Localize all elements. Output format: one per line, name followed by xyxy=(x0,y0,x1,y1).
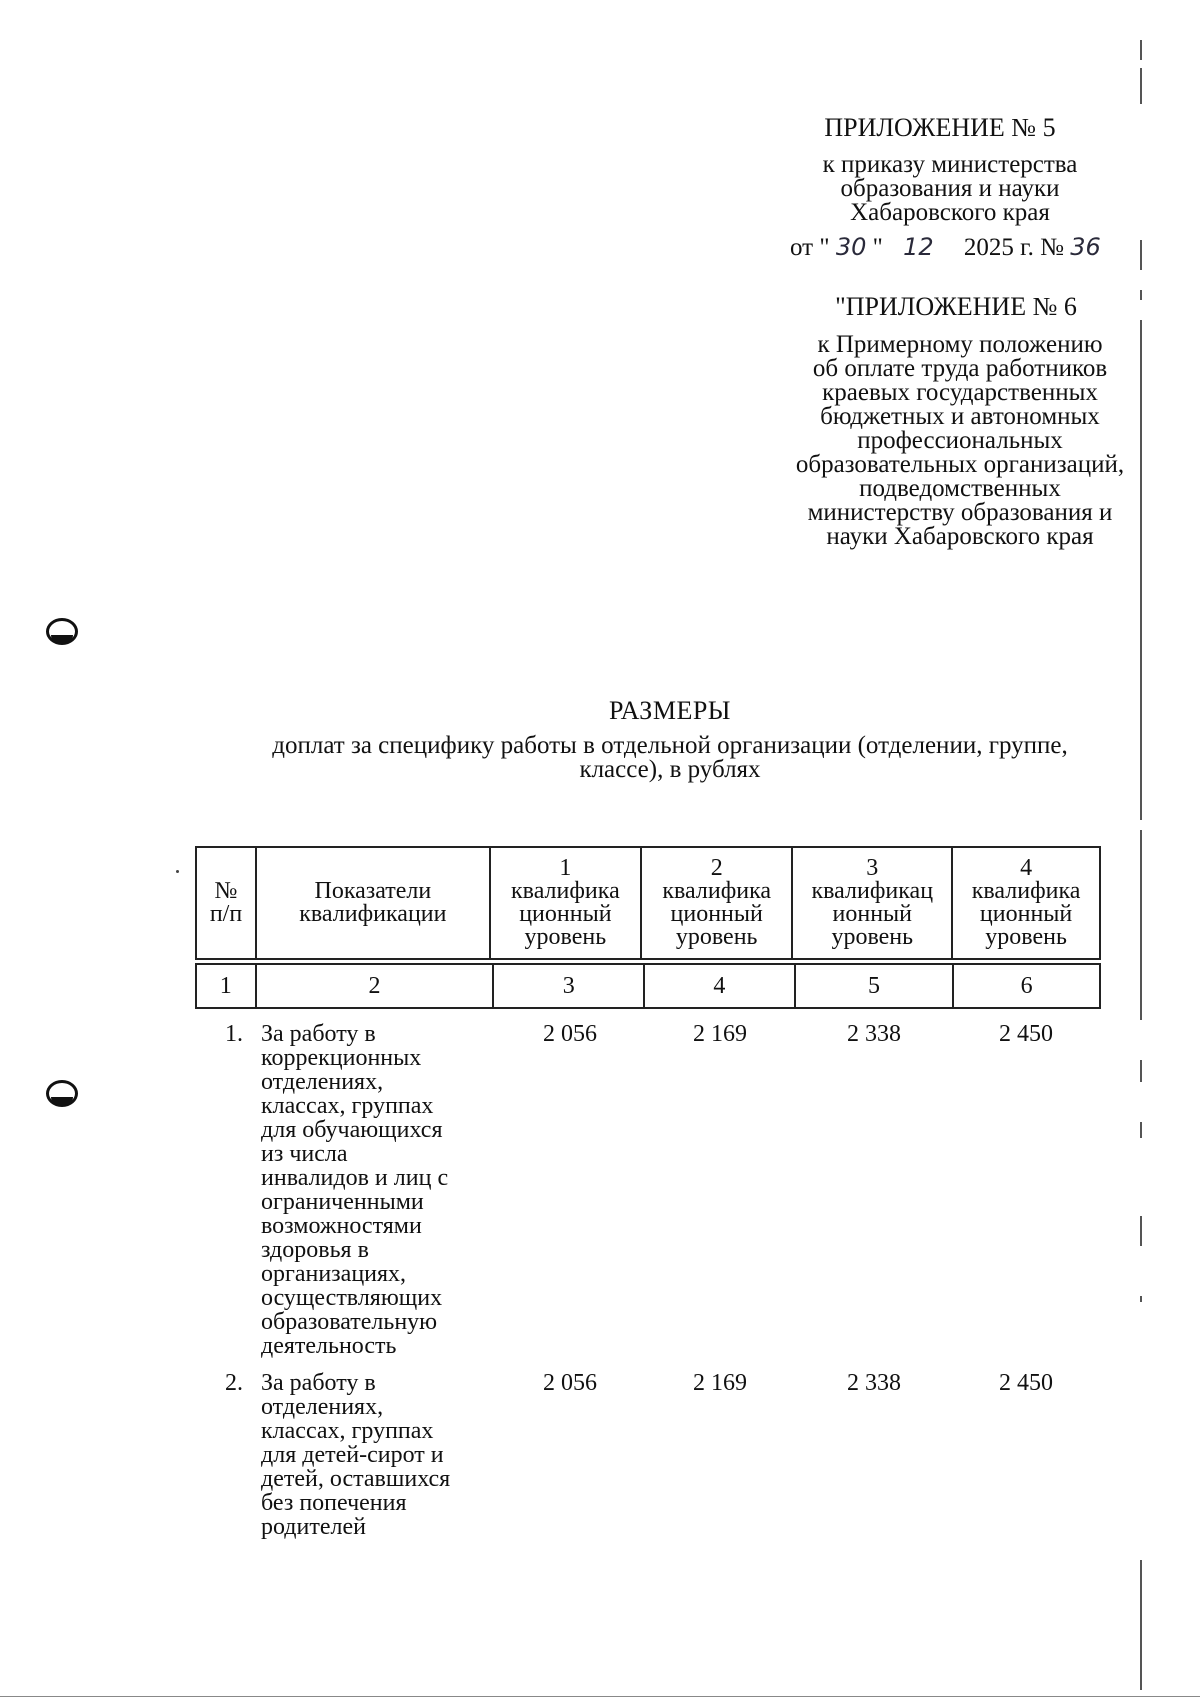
header-cell-number xyxy=(196,847,256,959)
scan-margin-line xyxy=(1140,1122,1142,1138)
row-text-line: здоровья в xyxy=(261,1237,369,1263)
header-text: квалифика xyxy=(971,878,1081,904)
document-subheading xyxy=(200,734,1140,782)
row-text-line: классах, группах xyxy=(261,1418,434,1444)
appendix-6-line: профессиональных xyxy=(857,427,1063,454)
header-text: ционный xyxy=(979,901,1073,927)
header-text: 4 xyxy=(1020,855,1033,881)
header-text: 1 xyxy=(559,855,572,881)
row-text-line: отделениях, xyxy=(261,1394,384,1420)
row-text-line: За работу в xyxy=(261,1021,376,1047)
appendix-6-line: министерству образования и xyxy=(807,499,1113,526)
row-text-line: без попечения xyxy=(261,1490,407,1516)
row-text-line: осуществляющих xyxy=(261,1285,443,1311)
appendix-5-line: образования и науки xyxy=(840,175,1060,202)
order-date-line xyxy=(790,232,1101,263)
scan-margin-line xyxy=(1140,830,1142,1020)
header-text: № xyxy=(214,878,238,904)
appendix-5-line: Хабаровского края xyxy=(850,199,1050,226)
row-text-line: детей, оставшихся xyxy=(261,1466,451,1492)
date-prefix: от xyxy=(790,234,814,261)
appendix-6-line: бюджетных и автономных xyxy=(820,403,1100,430)
row-text-line: образовательную xyxy=(261,1309,438,1335)
row-value-level-2: 2 169 xyxy=(693,1021,747,1047)
column-number: 3 xyxy=(493,964,644,1008)
row-text-line: возможностями xyxy=(261,1213,422,1239)
appendix-5-line: к приказу министерства xyxy=(822,151,1078,178)
row-text-line: инвалидов и лиц с xyxy=(261,1165,449,1191)
header-text: ционный xyxy=(519,901,612,927)
scan-margin-line xyxy=(1140,320,1142,820)
header-text: 2 xyxy=(710,855,723,881)
header-text: уровень xyxy=(675,924,758,950)
row-text-line: родителей xyxy=(261,1514,366,1540)
appendix-5-title: ПРИЛОЖЕНИЕ № 5 xyxy=(824,113,1056,142)
appendix-6-line: об оплате труда работников xyxy=(812,355,1108,382)
row-value-level-4: 2 450 xyxy=(999,1021,1053,1047)
row-value-level-3: 2 338 xyxy=(847,1370,901,1396)
table-header xyxy=(195,846,1101,960)
header-text: квалифика xyxy=(662,878,772,904)
row-value-level-4: 2 450 xyxy=(999,1370,1053,1396)
row-indicator-text xyxy=(261,1371,501,1539)
header-cell-level-3 xyxy=(792,847,952,959)
header-cell-level-1 xyxy=(490,847,641,959)
scan-dot xyxy=(176,870,179,873)
row-text-line: коррекционных xyxy=(261,1045,422,1071)
scan-margin-line xyxy=(1140,290,1142,300)
table-header-row xyxy=(196,847,1100,959)
row-text-line: для обучающихся xyxy=(261,1117,443,1143)
table-row xyxy=(196,964,1100,1008)
header-text: Показатели xyxy=(314,878,432,904)
row-text-line: из числа xyxy=(261,1141,348,1167)
row-value-level-1: 2 056 xyxy=(543,1370,597,1396)
header-text: уровень xyxy=(831,924,914,950)
appendix-6-line: подведомственных xyxy=(859,475,1061,502)
handwritten-number: 36 xyxy=(1070,233,1101,261)
column-number: 6 xyxy=(953,964,1100,1008)
appendix-6-line: науки Хабаровского края xyxy=(826,523,1094,550)
subheading-line: доплат за специфику работы в отдельной организации (отделении, группе, xyxy=(272,732,1068,759)
row-text-line: организациях, xyxy=(261,1261,407,1287)
scan-margin-line xyxy=(1140,40,1142,60)
row-value-level-1: 2 056 xyxy=(543,1021,597,1047)
header-cell-level-2 xyxy=(641,847,792,959)
scan-margin-line xyxy=(1140,1296,1142,1302)
header-text: уровень xyxy=(524,924,607,950)
row-value-level-3: 2 338 xyxy=(847,1021,901,1047)
punch-hole-mark xyxy=(46,618,78,645)
scan-margin-line xyxy=(1140,240,1142,270)
row-text-line: для детей-сирот и xyxy=(261,1442,444,1468)
scan-margin-line xyxy=(1140,1216,1142,1246)
row-text-line: отделениях, xyxy=(261,1069,384,1095)
row-text-line: классах, группах xyxy=(261,1093,434,1119)
header-cell-indicators xyxy=(256,847,490,959)
order-year: 2025 г. № xyxy=(963,234,1064,261)
quote-open: " xyxy=(819,234,830,261)
scan-margin-line xyxy=(1140,1560,1142,1690)
appendix-5-text xyxy=(780,153,1120,225)
row-text-line: За работу в xyxy=(261,1370,376,1396)
header-text: п/п xyxy=(209,901,243,927)
appendix-6-title: "ПРИЛОЖЕНИЕ № 6 xyxy=(835,292,1077,321)
header-text: квалифика xyxy=(511,878,620,904)
handwritten-month: 12 xyxy=(903,233,934,261)
header-text: квалификац xyxy=(811,878,934,904)
appendix-6-line: к Примерному положению xyxy=(817,331,1103,358)
row-text-line: деятельность xyxy=(261,1333,397,1359)
column-number-row xyxy=(195,963,1101,1009)
handwritten-day: 30 xyxy=(835,233,867,261)
quote-close: " xyxy=(872,234,883,261)
document-heading: РАЗМЕРЫ xyxy=(609,696,731,725)
header-text: ионный xyxy=(832,901,913,927)
header-text: 3 xyxy=(866,855,879,881)
column-number: 5 xyxy=(795,964,954,1008)
header-text: ционный xyxy=(670,901,763,927)
row-number: 1. xyxy=(225,1021,243,1047)
row-indicator-text xyxy=(261,1022,501,1358)
appendix-6-line: краевых государственных xyxy=(822,379,1098,406)
scan-margin-line xyxy=(1140,1060,1142,1082)
header-text: квалификации xyxy=(299,901,447,927)
header-cell-level-4 xyxy=(952,847,1100,959)
scan-margin-line xyxy=(1140,68,1142,104)
subheading-line: классе), в рублях xyxy=(579,756,761,783)
column-number: 2 xyxy=(256,964,494,1008)
scan-bottom-edge xyxy=(0,1696,1200,1697)
row-value-level-2: 2 169 xyxy=(693,1370,747,1396)
row-number: 2. xyxy=(225,1370,243,1396)
header-text: уровень xyxy=(985,924,1067,950)
column-number: 1 xyxy=(196,964,256,1008)
row-text-line: ограниченными xyxy=(261,1189,424,1215)
appendix-6-line: образовательных организаций, xyxy=(795,451,1125,478)
appendix-6-text xyxy=(750,333,1170,549)
punch-hole-mark xyxy=(46,1080,78,1107)
column-number: 4 xyxy=(644,964,795,1008)
